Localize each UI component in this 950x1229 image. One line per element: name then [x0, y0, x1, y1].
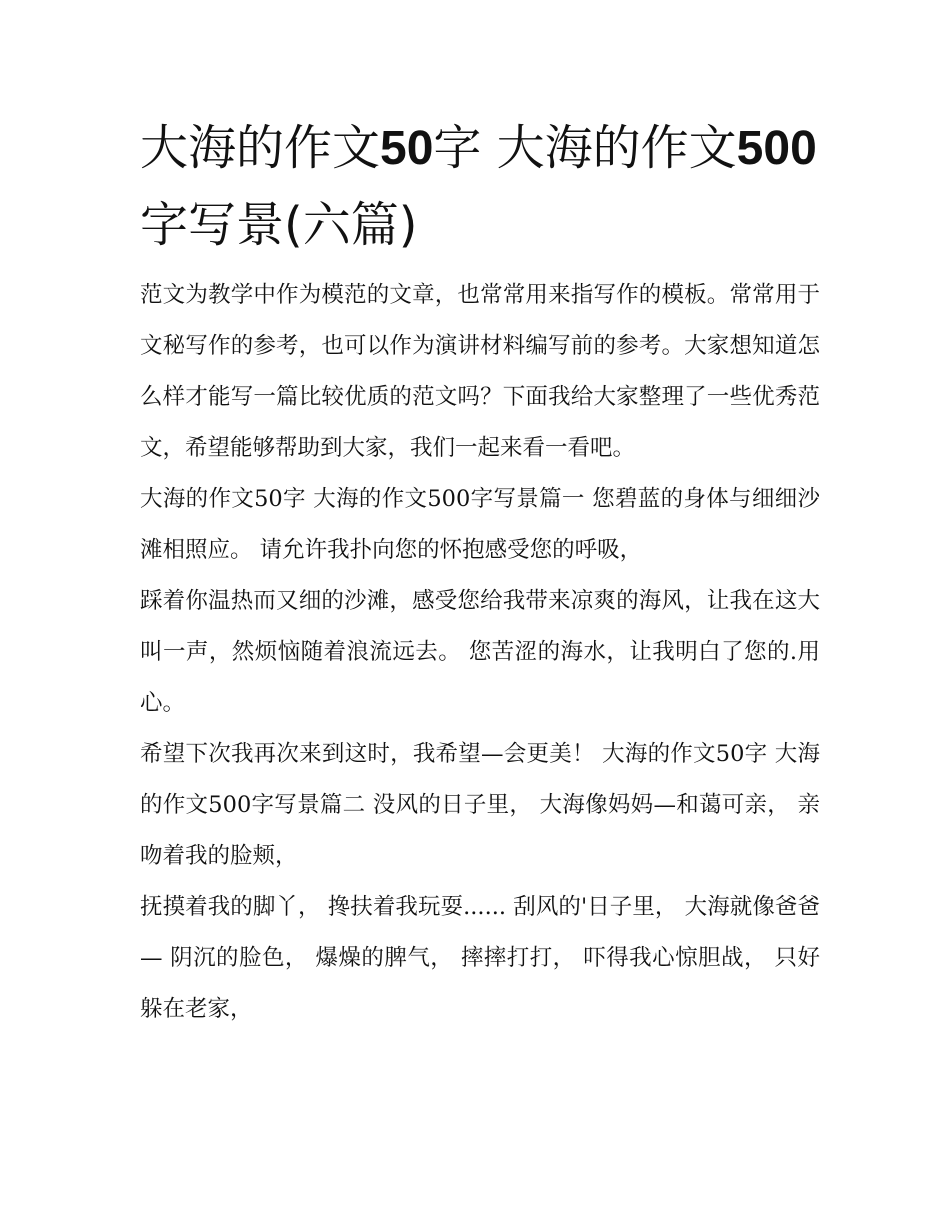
document-page	[140, 110, 820, 1035]
paragraph-intro: 范文为教学中作为模范的文章，也常常用来指写作的模板。常常用于文秘写作的参考，也可以作为演讲材料编写前的参考。大家想知道怎么样才能写一篇比较优质的范文吗？下面我给大家整理了一些优秀范文，希望能够帮助到大家，我们一起来看一看吧。	[140, 282, 820, 461]
paragraph-3: 希望下次我再次来到这时，我希望—会更美！ 大海的作文50字 大海的作文500字写景篇二 没风的日子里， 大海像妈妈—和蔼可亲， 亲吻着我的脸颊，	[140, 741, 820, 869]
paragraph-2: 踩着你温热而又细的沙滩，感受您给我带来凉爽的海风，让我在这大叫一声，然烦恼随着浪流远去。 您苦涩的海水，让我明白了您的.用心。	[140, 588, 820, 716]
paragraph-1: 大海的作文50字 大海的作文500字写景篇一 您碧蓝的身体与细细沙滩相照应。 请允许我扑向您的怀抱感受您的呼吸，	[140, 486, 820, 563]
paragraph-4: 抚摸着我的脚丫， 搀扶着我玩耍...... 刮风的'日子里， 大海就像爸爸— 阴沉的脸色， 爆燥的脾气， 摔摔打打， 吓得我心惊胆战， 只好躲在老家，	[140, 894, 820, 1022]
document-title: 大海的作文50字 大海的作文500字写景(六篇)	[140, 120, 817, 253]
